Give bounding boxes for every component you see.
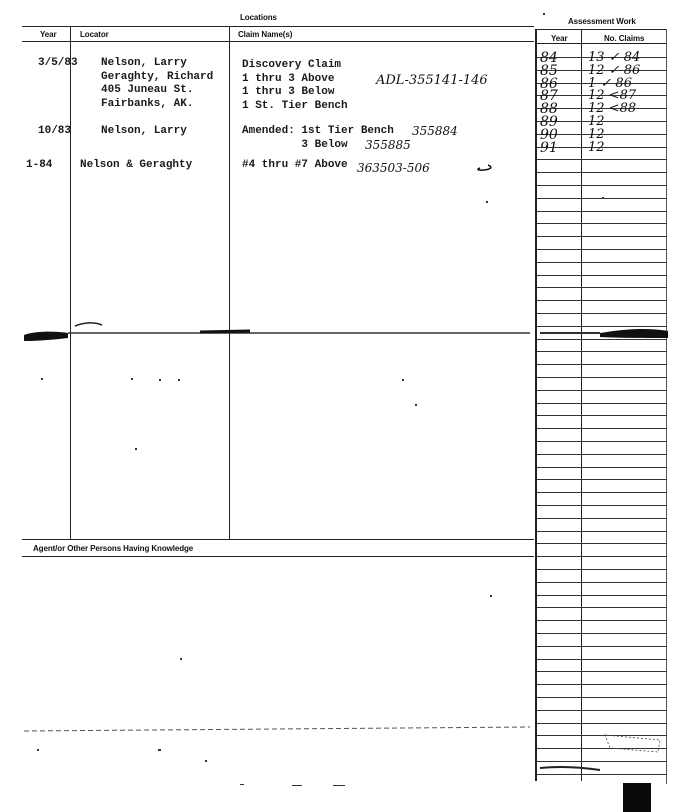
assessment-row-line xyxy=(537,723,667,724)
entry-2-claims: Amended: 1st Tier Bench 3 Below xyxy=(242,125,394,151)
assessment-left-border xyxy=(535,29,537,781)
assessment-year-2: 85 xyxy=(540,63,558,79)
assessment-header-rule xyxy=(537,43,667,44)
assessment-row-line xyxy=(537,249,667,250)
assessment-row-line xyxy=(537,326,667,327)
assessment-row-line xyxy=(537,454,667,455)
entry-2-note-2: 355885 xyxy=(365,138,411,152)
header-bottom-rule xyxy=(22,41,534,42)
year-locator-divider xyxy=(70,26,71,539)
speck xyxy=(37,749,39,751)
assessment-year-4: 87 xyxy=(540,88,558,104)
assessment-row-line xyxy=(537,390,667,391)
assessment-row-line xyxy=(537,377,667,378)
assessment-row-line xyxy=(537,223,667,224)
entry-2-locator: Nelson, Larry xyxy=(101,125,187,137)
assessment-work-heading: Assessment Work xyxy=(568,17,636,26)
assessment-row-line xyxy=(537,236,667,237)
assessment-claims-4: 12 <87 xyxy=(588,88,637,103)
assessment-claims-6: 12 xyxy=(588,114,605,129)
locator-claims-divider xyxy=(229,26,230,539)
speck xyxy=(135,448,137,450)
assessment-row-line xyxy=(537,441,667,442)
speck xyxy=(158,749,161,751)
assessment-row-line xyxy=(537,531,667,532)
assessment-row-line xyxy=(537,467,667,468)
assessment-row-line xyxy=(537,582,667,583)
assessment-row-line xyxy=(537,287,667,288)
assessment-row-line xyxy=(537,774,667,775)
entry-1-adl-note: ADL-355141-146 xyxy=(376,73,488,88)
entry-1-locator: Nelson, Larry Geraghty, Richard 405 Juneau St. Fairbanks, AK. xyxy=(101,57,214,110)
assessment-row-line xyxy=(537,313,667,314)
assessment-row-line xyxy=(537,505,667,506)
assessment-row-line xyxy=(537,403,667,404)
speck xyxy=(402,379,404,381)
assessment-row-line xyxy=(537,607,667,608)
assessment-row-line xyxy=(537,735,667,736)
locations-heading: Locations xyxy=(240,13,277,22)
assessment-row-line xyxy=(537,518,667,519)
speck xyxy=(131,378,133,380)
assessment-year-1: 84 xyxy=(540,50,558,66)
assessment-row-line xyxy=(537,262,667,263)
col-year-header: Year xyxy=(40,30,57,39)
entry-3-claims: #4 thru #7 Above xyxy=(242,159,348,171)
entry-3-note: 363503-506 xyxy=(357,161,430,175)
entry-2-note: 355884 xyxy=(412,124,458,138)
entry-2-year: 10/83 xyxy=(38,125,72,137)
header-top-rule xyxy=(22,26,534,27)
speck xyxy=(292,785,302,786)
assessment-row-line xyxy=(537,646,667,647)
assessment-row-line xyxy=(537,211,667,212)
assessment-row-line xyxy=(537,684,667,685)
speck xyxy=(178,379,180,381)
assessment-row-line xyxy=(537,543,667,544)
assessment-row-line xyxy=(537,633,667,634)
assessment-claims-7: 12 xyxy=(588,127,605,142)
assessment-year-8: 91 xyxy=(540,140,558,156)
assessment-row-line xyxy=(537,415,667,416)
agent-heading: Agent/or Other Persons Having Knowledge xyxy=(33,544,194,553)
speck xyxy=(333,785,345,786)
speck xyxy=(415,404,417,406)
entry-1-claims: Discovery Claim 1 thru 3 Above 1 thru 3 Below 1 St. Tier Bench xyxy=(242,59,348,112)
assessment-year-5: 88 xyxy=(540,101,558,117)
assessment-row-line xyxy=(537,492,667,493)
assessment-row-line xyxy=(537,710,667,711)
assessment-row-line xyxy=(537,569,667,570)
speck xyxy=(180,658,182,660)
assessment-row-line xyxy=(537,185,667,186)
assessment-row-line xyxy=(537,479,667,480)
speck xyxy=(240,784,244,785)
col-no-claims-header: No. Claims xyxy=(604,34,645,43)
entry-3-year: 1-84 xyxy=(26,159,53,171)
assessment-year-6: 89 xyxy=(540,114,558,130)
speck xyxy=(41,378,43,380)
assessment-claims-8: 12 xyxy=(588,140,605,155)
assessment-row-line xyxy=(537,364,667,365)
assessment-year-7: 90 xyxy=(540,127,558,143)
speck xyxy=(490,595,492,597)
col-locator-header: Locator xyxy=(80,30,109,39)
assessment-middle-divider xyxy=(581,29,582,781)
speck xyxy=(205,760,207,762)
assessment-claims-2: 12 ✓ 86 xyxy=(588,63,641,78)
col-claim-names-header: Claim Name(s) xyxy=(238,30,293,39)
speck xyxy=(159,379,161,381)
locations-bottom-rule xyxy=(22,539,534,540)
speck xyxy=(486,201,488,203)
assessment-top-rule xyxy=(537,29,667,30)
assessment-row-line xyxy=(537,620,667,621)
assessment-row-line xyxy=(537,339,667,340)
assessment-claims-3: 1 ✓ 86 xyxy=(588,76,632,91)
assessment-row-line xyxy=(537,761,667,762)
col-assessment-year-header: Year xyxy=(551,34,568,43)
assessment-year-3: 86 xyxy=(540,76,558,92)
assessment-row-line xyxy=(537,275,667,276)
assessment-row-line xyxy=(537,172,667,173)
entry-1-year: 3/5/83 xyxy=(38,57,78,69)
assessment-row-line xyxy=(537,697,667,698)
speck xyxy=(602,197,604,199)
assessment-row-line xyxy=(537,351,667,352)
assessment-row-line xyxy=(537,595,667,596)
assessment-row-line xyxy=(537,300,667,301)
assessment-row-line xyxy=(537,748,667,749)
assessment-row-line xyxy=(537,159,667,160)
assessment-claims-1: 13 ✓ 84 xyxy=(588,50,641,65)
assessment-row-line xyxy=(537,671,667,672)
assessment-row-line xyxy=(537,659,667,660)
assessment-row-line xyxy=(537,428,667,429)
assessment-row-line xyxy=(537,556,667,557)
speck xyxy=(543,13,545,15)
agent-heading-rule xyxy=(22,556,534,557)
entry-3-locator: Nelson & Geraghty xyxy=(80,159,193,171)
assessment-claims-5: 12 <88 xyxy=(588,101,637,116)
